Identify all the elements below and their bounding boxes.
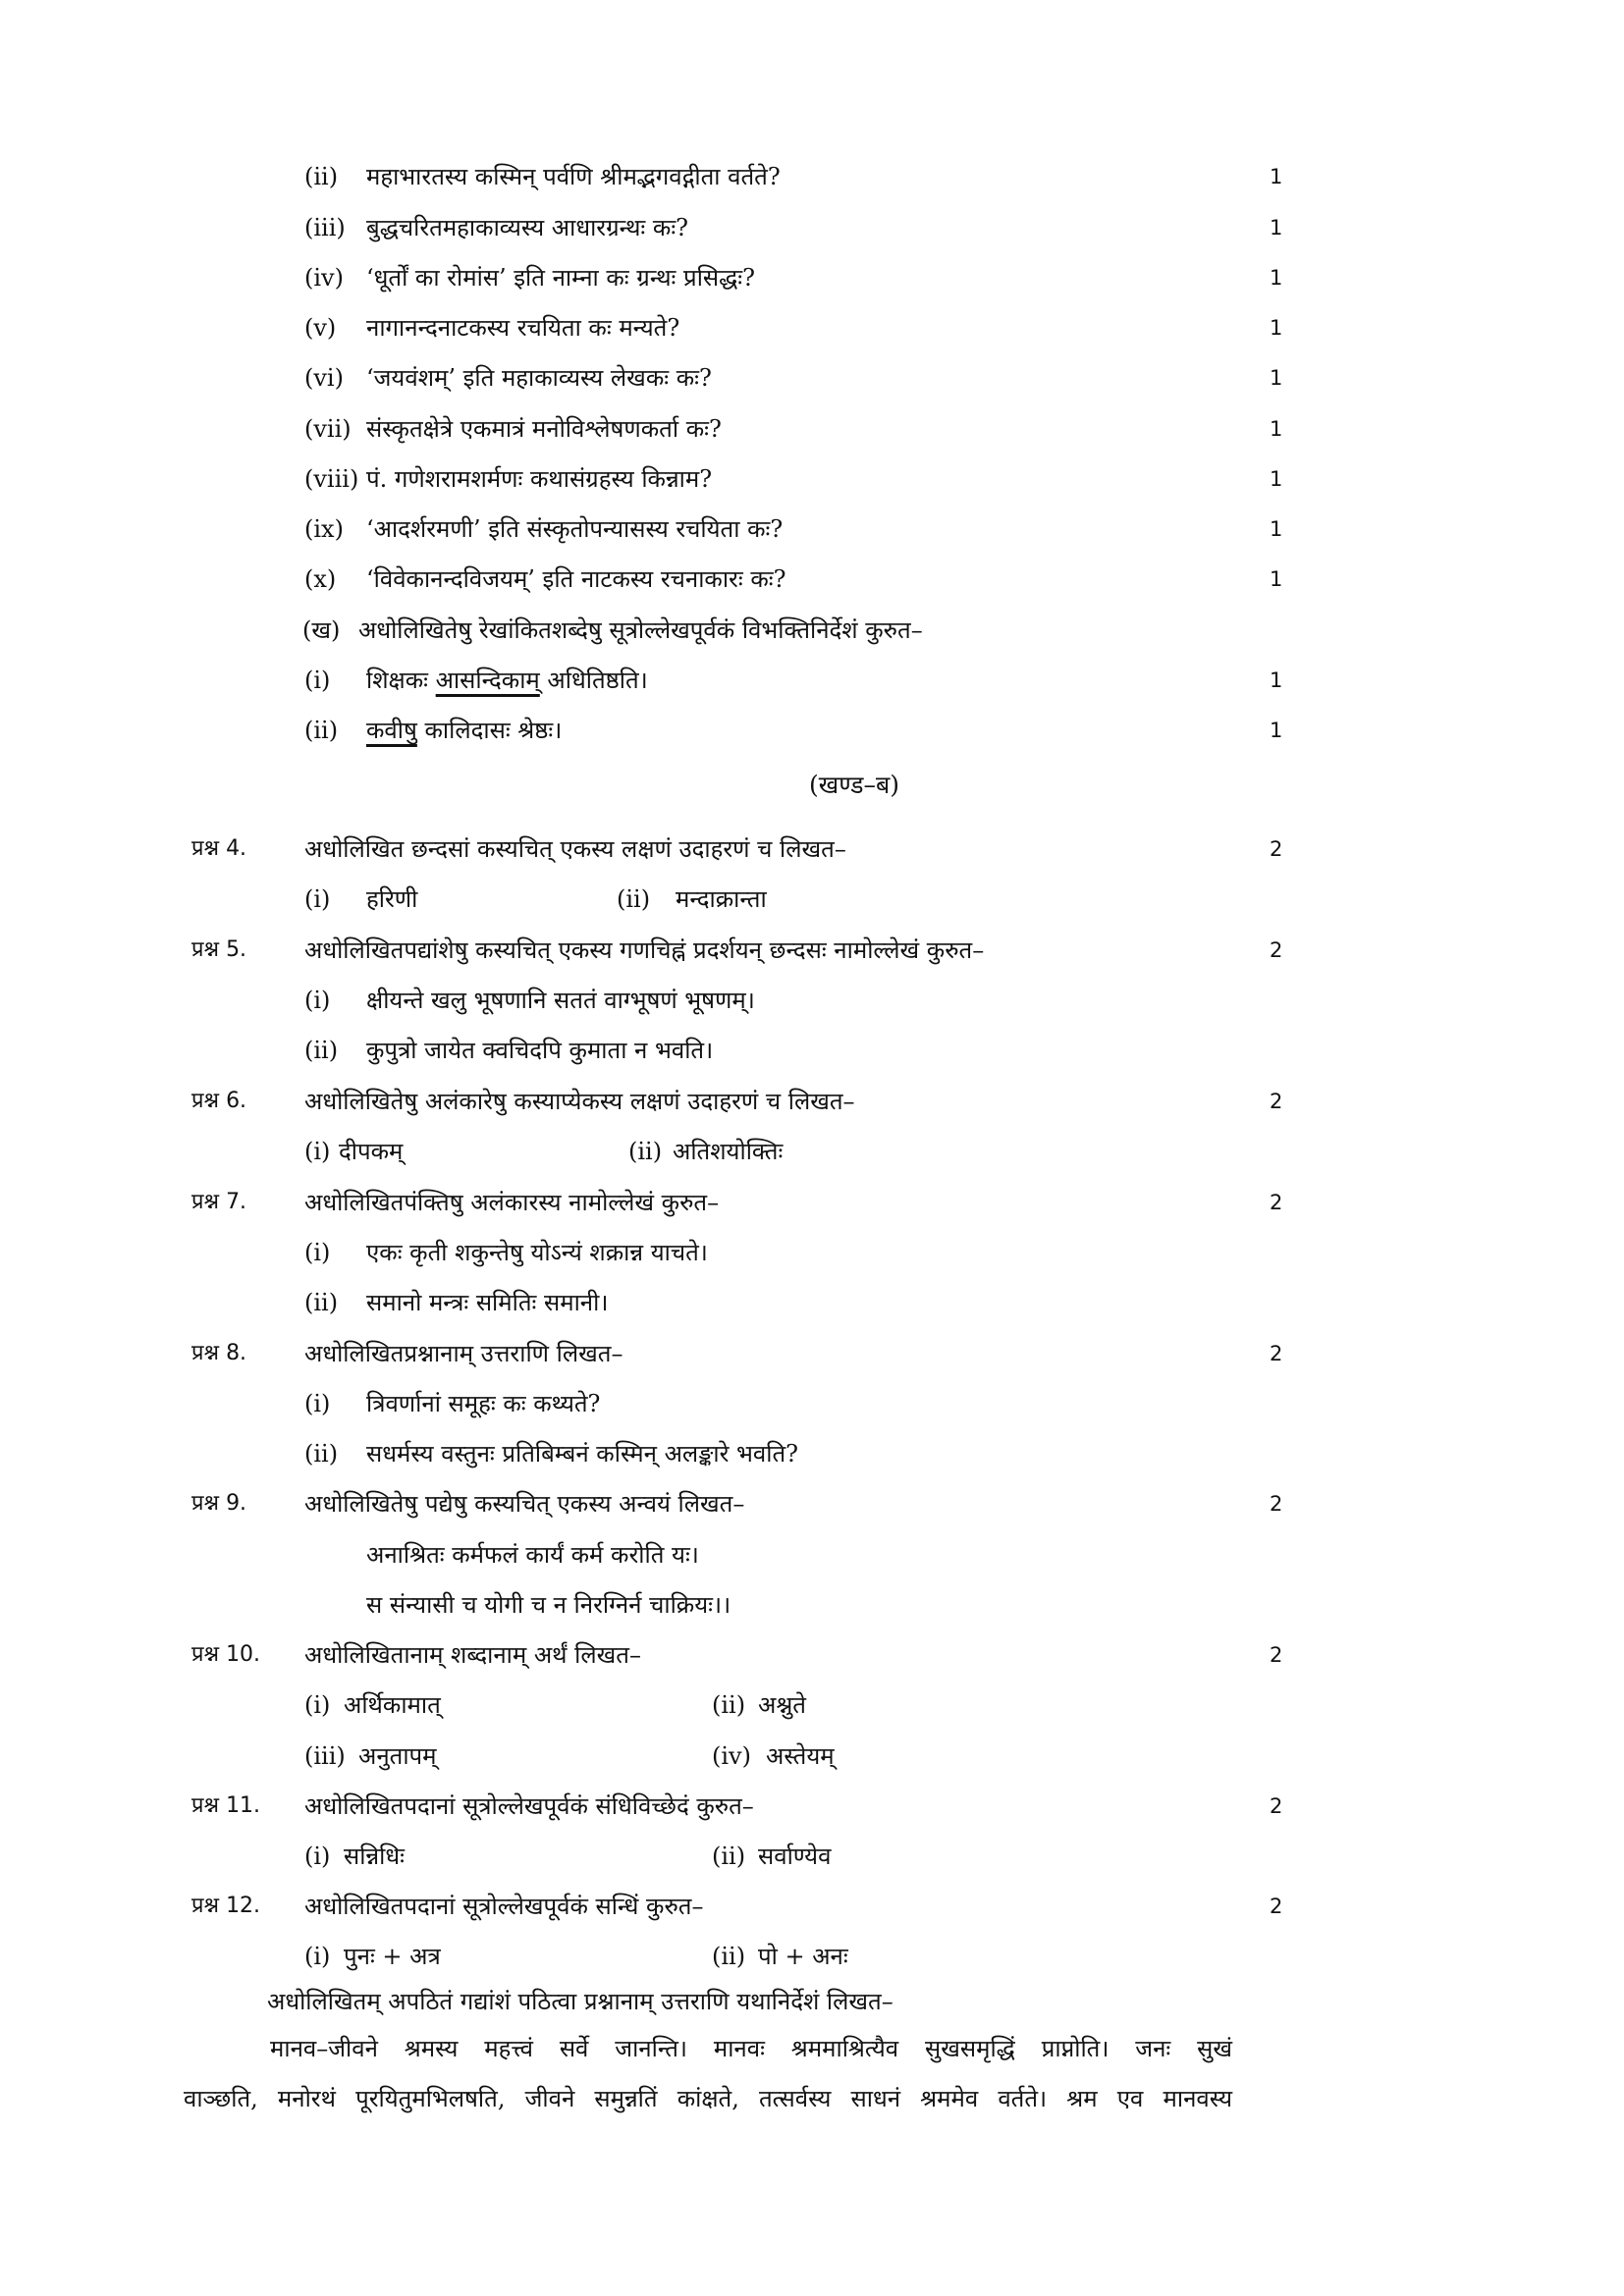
- question-text: अधोलिखित छन्दसां कस्यचित् एकस्य लक्षणं उदाहरणं च लिखत–: [304, 835, 846, 863]
- question: [0, 1082, 1624, 1121]
- item-number: (vii): [304, 415, 352, 443]
- question-item: [0, 1031, 1624, 1070]
- item-text: ‘विवेकानन्दविजयम्’ इति नाटकस्य रचनाकारः कः?: [366, 565, 786, 593]
- item-number: (x): [304, 565, 337, 593]
- item-number: (iv): [304, 264, 344, 292]
- option-number: (i): [304, 1691, 331, 1719]
- section-heading: (खण्ड–ब): [809, 771, 899, 799]
- marks: 2: [1270, 1191, 1283, 1214]
- passage-instruction: [0, 1982, 1624, 2021]
- item-text: एकः कृती शकुन्तेषु योऽन्यं शक्रान्न याचते।: [366, 1239, 708, 1266]
- option-text: सर्वाण्येव: [758, 1842, 832, 1870]
- item-text: सधर्मस्य वस्तुनः प्रतिबिम्बनं कस्मिन् अलङ्कारे भवति?: [366, 1440, 799, 1468]
- option-number: (ii): [712, 1842, 746, 1870]
- question: [0, 1635, 1624, 1675]
- marks: 1: [1270, 517, 1283, 541]
- option-text: अनुतापम्: [358, 1742, 437, 1770]
- question-text: अधोलिखितप्रश्नानाम् उत्तराणि लिखत–: [304, 1340, 623, 1367]
- passage-paragraph-cont: [184, 2074, 1232, 2124]
- marks: 1: [1270, 668, 1283, 692]
- option-text: पुनः + अत्र: [344, 1943, 441, 1970]
- question-label: प्रश्न 8.: [191, 1341, 247, 1365]
- subquestion-text: अधोलिखितेषु रेखांकितशब्देषु सूत्रोल्लेखपूर्वकं विभक्तिनिर्देशं कुरुत–: [358, 616, 923, 644]
- marks: 1: [1270, 467, 1283, 491]
- marks: 1: [1270, 165, 1283, 188]
- verse-line: [0, 1585, 1624, 1625]
- question-item: [0, 661, 1624, 700]
- text-after: अधितिष्ठति।: [539, 667, 648, 694]
- options-row: [0, 880, 1624, 919]
- option-text: पो + अनः: [758, 1943, 848, 1970]
- option-text: अतिशयोक्तिः: [673, 1138, 784, 1165]
- item-text: [366, 711, 562, 750]
- question-label: प्रश्न 7.: [191, 1190, 247, 1214]
- question-label: प्रश्न 10.: [191, 1642, 261, 1667]
- item-number: (i): [304, 1239, 331, 1266]
- question-text: अधोलिखितेषु अलंकारेषु कस्याप्येकस्य लक्षणं उदाहरणं च लिखत–: [304, 1088, 855, 1115]
- option-text: हरिणी: [366, 885, 418, 913]
- item-number: (i): [304, 987, 331, 1014]
- marks: 1: [1270, 266, 1283, 290]
- text-after: कालिदासः श्रेष्ठः।: [416, 717, 563, 744]
- question-item: [0, 1283, 1624, 1322]
- marks: 2: [1270, 1895, 1283, 1918]
- question-text: अधोलिखितपदानां सूत्रोल्लेखपूर्वकं सन्धिं कुरुत–: [304, 1893, 704, 1920]
- item-text: संस्कृतक्षेत्रे एकमात्रं मनोविश्लेषणकर्ता कः?: [366, 415, 722, 443]
- marks: 2: [1270, 1492, 1283, 1516]
- option-number: (ii): [628, 1138, 663, 1165]
- item-text: ‘धूर्तों का रोमांस’ इति नाम्ना कः ग्रन्थः प्रसिद्धः?: [366, 264, 756, 292]
- question-label: प्रश्न 12.: [191, 1894, 261, 1918]
- question-item: [0, 208, 1624, 247]
- question-text: अधोलिखितपंक्तिषु अलंकारस्य नामोल्लेखं कुरुत–: [304, 1189, 720, 1216]
- option-number: (iv): [712, 1742, 751, 1770]
- question-item: [0, 1384, 1624, 1423]
- options-row: [0, 1132, 1624, 1171]
- question-text: अधोलिखितेषु पद्येषु कस्यचित् एकस्य अन्वयं लिखत–: [304, 1490, 745, 1518]
- verse-text: स संन्यासी च योगी च न निरग्निर्न चाक्रियः।।: [366, 1591, 731, 1619]
- option-text: सन्निधिः: [344, 1842, 405, 1870]
- option-text: अश्नुते: [758, 1691, 806, 1719]
- marks: 2: [1270, 837, 1283, 861]
- item-text: ‘आदर्शरमणी’ इति संस्कृतोपन्यासस्य रचयिता कः?: [366, 515, 784, 543]
- item-number: (viii): [304, 465, 359, 493]
- options-row: [0, 1837, 1624, 1876]
- item-number: (ii): [304, 1440, 339, 1468]
- item-number: (ii): [304, 1289, 339, 1316]
- item-text: बुद्धचरितमहाकाव्यस्य आधारग्रन्थः कः?: [366, 214, 689, 241]
- question: [0, 1334, 1624, 1373]
- option-number: (i): [304, 1138, 331, 1165]
- question-label: प्रश्न 5.: [191, 937, 247, 962]
- marks: 2: [1270, 938, 1283, 962]
- item-text: क्षीयन्ते खलु भूषणानि सततं वाग्भूषणं भूषणम्।: [366, 987, 755, 1014]
- underlined-word: आसन्दिकाम्: [435, 667, 540, 694]
- question-item: [0, 1434, 1624, 1473]
- question-label: प्रश्न 11.: [191, 1793, 261, 1818]
- verse-text: अनाश्रितः कर्मफलं कार्यं कर्म करोति यः।: [366, 1541, 699, 1569]
- item-text: कुपुत्रो जायेत क्वचिदपि कुमाता न भवति।: [366, 1037, 714, 1064]
- option-number: (i): [304, 885, 331, 913]
- option-number: (iii): [304, 1742, 346, 1770]
- item-number: (ix): [304, 515, 344, 543]
- question-item: [0, 308, 1624, 347]
- question-label: प्रश्न 9.: [191, 1491, 247, 1516]
- item-text: पं. गणेशरामशर्मणः कथासंग्रहस्य किन्नाम?: [366, 465, 713, 493]
- options-row: [0, 1736, 1624, 1776]
- marks: 2: [1270, 1794, 1283, 1818]
- question-item: [0, 459, 1624, 499]
- item-text: महाभारतस्य कस्मिन् पर्वणि श्रीमद्भगवद्गीता वर्तते?: [366, 163, 781, 190]
- item-text: ‘जयवंशम्’ इति महाकाव्यस्य लेखकः कः?: [366, 364, 712, 392]
- item-text: समानो मन्त्रः समितिः समानी।: [366, 1289, 609, 1316]
- marks: 1: [1270, 719, 1283, 742]
- verse-line: [0, 1535, 1624, 1575]
- question-item: [0, 509, 1624, 549]
- underlined-word: कवीषु: [366, 717, 417, 744]
- item-number: (ii): [304, 1037, 339, 1064]
- passage-line-1: मानव–जीवने श्रमस्य महत्त्वं सर्वे जानन्ति। मानवः श्रममाश्रित्यैव सुखसमृद्धिं प्राप्नोति। जनः सुखं: [270, 2035, 1232, 2062]
- marks: 1: [1270, 567, 1283, 591]
- marks: 2: [1270, 1643, 1283, 1667]
- question: [0, 1183, 1624, 1222]
- instruction-text: अधोलिखितम् अपठितं गद्यांशं पठित्वा प्रश्नानाम् उत्तराणि यथानिर्देशं लिखत–: [267, 1988, 893, 2015]
- text-before: शिक्षकः: [366, 667, 436, 694]
- question-text: अधोलिखितपद्यांशेषु कस्यचित् एकस्य गणचिह्नं प्रदर्शयन् छन्दसः नामोल्लेखं कुरुत–: [304, 936, 985, 964]
- question-item: [0, 981, 1624, 1020]
- option-text: दीपकम्: [339, 1138, 404, 1165]
- subquestion-label: (ख): [302, 616, 341, 644]
- question-label: प्रश्न 6.: [191, 1089, 247, 1113]
- item-number: (i): [304, 1390, 331, 1417]
- item-text: त्रिवर्णानां समूहः कः कथ्यते?: [366, 1390, 601, 1417]
- question-label: प्रश्न 4.: [191, 836, 247, 861]
- question-text: अधोलिखितपदानां सूत्रोल्लेखपूर्वकं संधिविच्छेदं कुरुत–: [304, 1792, 754, 1820]
- question: [0, 829, 1624, 869]
- question: [0, 1787, 1624, 1826]
- option-number: (ii): [712, 1943, 746, 1970]
- item-number: (vi): [304, 364, 344, 392]
- option-number: (i): [304, 1842, 331, 1870]
- option-text: अस्तेयम्: [766, 1742, 835, 1770]
- question-item: [0, 409, 1624, 449]
- question: [0, 931, 1624, 970]
- item-number: (i): [304, 667, 331, 694]
- marks: 2: [1270, 1342, 1283, 1365]
- option-number: (i): [304, 1943, 331, 1970]
- question-item: [0, 711, 1624, 750]
- item-text: [366, 661, 648, 700]
- subquestion-kha: [0, 611, 1624, 650]
- question-item: [0, 157, 1624, 196]
- item-number: (ii): [304, 717, 339, 744]
- question: [0, 1887, 1624, 1926]
- option-text: अर्थिकामात्: [344, 1691, 441, 1719]
- marks: 1: [1270, 366, 1283, 390]
- question-text: अधोलिखितानाम् शब्दानाम् अर्थं लिखत–: [304, 1641, 641, 1669]
- question-item: [0, 1233, 1624, 1272]
- item-number: (v): [304, 314, 337, 342]
- question-item: [0, 258, 1624, 297]
- question-item: [0, 560, 1624, 599]
- option-number: (ii): [617, 885, 651, 913]
- marks: 1: [1270, 216, 1283, 240]
- marks: 1: [1270, 316, 1283, 340]
- marks: 1: [1270, 417, 1283, 441]
- item-text: नागानन्दनाटकस्य रचयिता कः मन्यते?: [366, 314, 680, 342]
- question-item: [0, 358, 1624, 398]
- option-number: (ii): [712, 1691, 746, 1719]
- question: [0, 1484, 1624, 1523]
- passage-line-2: वाञ्छति, मनोरथं पूरयितुमभिलषति, जीवने समुन्नतिं कांक्षते, तत्सर्वस्य साधनं श्रममेव वर्तते। श्रम एव मानवस्य: [184, 2085, 1232, 2112]
- marks: 2: [1270, 1090, 1283, 1113]
- option-text: मन्दाक्रान्ता: [676, 885, 767, 913]
- passage-paragraph: [184, 2024, 1232, 2074]
- item-number: (ii): [304, 163, 339, 190]
- item-number: (iii): [304, 214, 346, 241]
- options-row: [0, 1685, 1624, 1725]
- options-row: [0, 1937, 1624, 1976]
